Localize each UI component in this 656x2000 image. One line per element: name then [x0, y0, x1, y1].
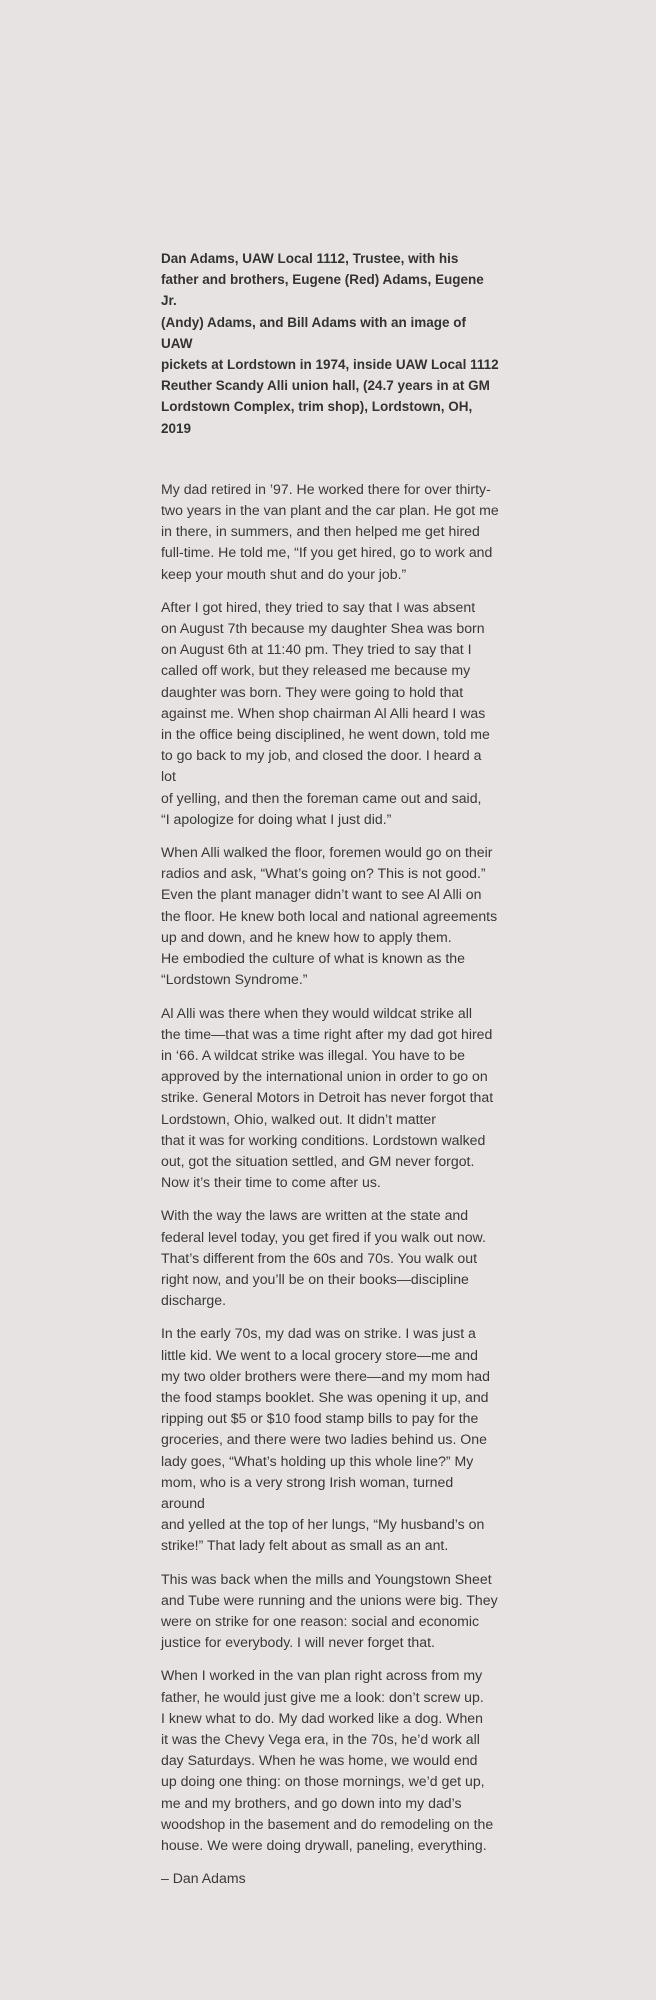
paragraph: Al Alli was there when they would wildcat strike all the time—that was a time right after my dad got hired in ‘66. A wildcat strike was illegal. You have to be approved by the international union in order to go on strike. General Motors in Detroit has never forgot that Lordstown, Ohio, walked out. It didn’t matter that it was for working conditions. Lordstown walked out, got the situation settled, and GM never forgot. Now it’s their time to come after us.: [161, 1004, 494, 1191]
text-column: [161, 248, 499, 1889]
paragraph: This was back when the mills and Youngstown Sheet and Tube were running and the unions were big. They were on strike for one reason: social and economic justice for everybody. I will never forget that.: [161, 1570, 498, 1651]
paragraph: My dad retired in ’97. He worked there for over thirty- two years in the van plant and the car plan. He got me in there, in summers, and then helped me get hired full-time. He told me, “If you get hired, go to work and keep your mouth shut and do your job.”: [161, 480, 499, 582]
paragraph: With the way the laws are written at the state and federal level today, you get fired if you walk out now. That’s different from the 60s and 70s. You walk out right now, and you’ll be on their books—discipline discharge.: [161, 1207, 486, 1309]
paragraph: When I worked in the van plan right across from my father, he would just give me a look: don’t screw up. I knew what to do. My dad worked like a dog. When it was the Chevy Vega era, in the 70s, he’d work all day Saturdays. When he was home, we would end up doing one thing: on those mornings, we’d get up, me and my brothers, and go down into my dad’s woodshop in the basement and do remodeling on the house. We were doing drywall, paneling, everything.: [161, 1667, 494, 1854]
paragraph: In the early 70s, my dad was on strike. I was just a little kid. We went to a local grocery store—me and my two older brothers were there—and my mom had the food stamps booklet. She was opening it up, and ripping out $5 or $10 food stamp bills to pay for the groceries, and there were two ladies behind us. One lady goes, “What’s holding up this whole line?” My mom, who is a very strong Irish woman, turned around and yelled at the top of her lungs, “My husband’s on strike!” That lady felt about as small as an ant.: [161, 1325, 490, 1554]
paragraph: When Alli walked the floor, foremen would go on their radios and ask, “What’s going on? This is not good.” Even the plant manager didn’t want to see Al Alli on the floor. He knew both local and national agreements up and down, and he knew how to apply them. He embodied the culture of what is known as the “Lordstown Syndrome.”: [161, 844, 498, 988]
caption: Dan Adams, UAW Local 1112, Trustee, with his father and brothers, Eugene (Red) Adams, Eugene Jr. (Andy) Adams, and Bill Adams with an image of UAW pickets at Lordstown in 1974, inside UAW Local 1112 Reuther Scandy Alli union hall, (24.7 years in at GM Lordstown Complex, trim shop), Lordstown, OH, 2019: [161, 251, 499, 436]
signature: – Dan Adams: [161, 1870, 246, 1887]
paragraph: After I got hired, they tried to say that I was absent on August 7th because my daughter Shea was born on August 6th at 11:40 pm. They tried to say that I called off work, but they released me because my daughter was born. They were going to hold that against me. When shop chairman Al Alli heard I was in the office being disciplined, he went down, told me to go back to my job, and closed the door. I heard a lot of yelling, and then the foreman came out and said, “I apologize for doing what I just did.”: [161, 598, 490, 827]
